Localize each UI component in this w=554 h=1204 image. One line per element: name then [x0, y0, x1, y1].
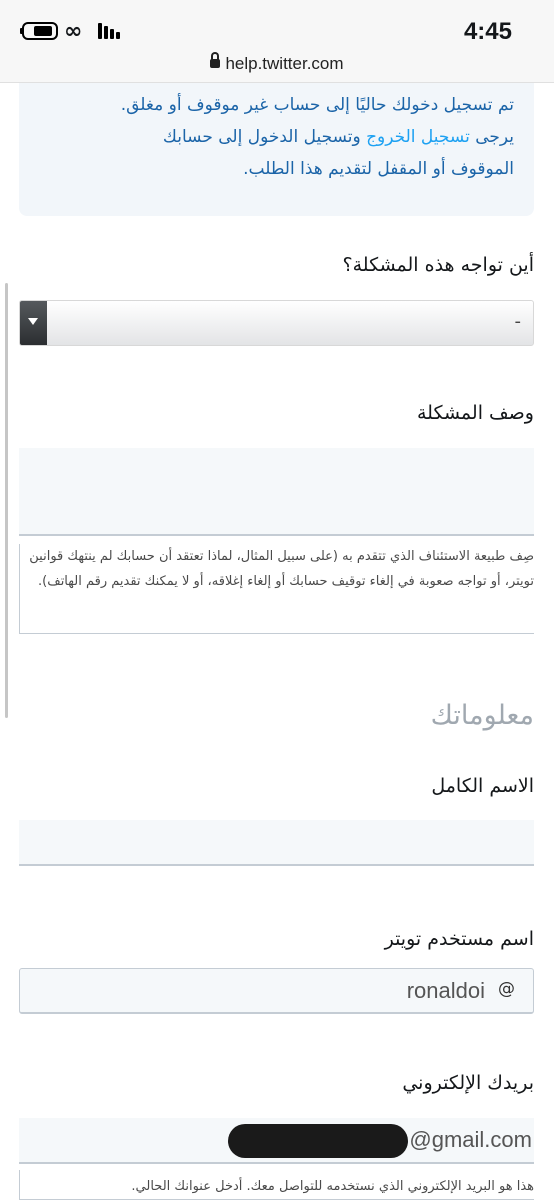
notice-text: يرجى: [469, 127, 514, 147]
full-name-label: الاسم الكامل: [431, 775, 534, 797]
select-toggle[interactable]: [20, 301, 47, 345]
signal-icon: [98, 23, 120, 39]
select-value: -: [514, 311, 521, 332]
username-input[interactable]: [19, 968, 534, 1014]
chevron-down-icon: [28, 318, 38, 325]
redaction-mark: [228, 1124, 408, 1158]
scroll-indicator: [5, 283, 8, 718]
email-hint: هذا هو البريد الإلكتروني الذي نستخدمه للتواصل معك. أدخل عنوانك الحالي.: [19, 1170, 534, 1200]
notice-text: وتسجيل الدخول إلى حسابك: [162, 127, 367, 147]
logged-in-notice: [19, 83, 534, 216]
email-value: @gmail.com: [409, 1127, 532, 1152]
clock: 4:45: [463, 18, 512, 45]
logout-link[interactable]: تسجيل الخروج: [366, 127, 470, 147]
address-bar[interactable]: [0, 50, 554, 83]
section-title: معلوماتك: [430, 700, 534, 731]
description-hint: صِف طبيعة الاستئناف الذي تتقدم به (على سبيل المثال، لماذا تعتقد أن حسابك لم ينتهك قوانين تويتر، أو تواجه صعوبة في إلغاء توقيف حسابك أو إلغاء إغلاقه، أو لا يمكنك تقديم رقم الهاتف).: [19, 544, 534, 634]
url-text[interactable]: help.twitter.com: [225, 54, 344, 73]
notice-line-2: [33, 121, 514, 153]
link-icon: ∞: [64, 19, 83, 44]
username-value: ronaldoi: [406, 978, 485, 1003]
at-prefix: @: [498, 979, 515, 999]
description-label: وصف المشكلة: [417, 402, 534, 424]
full-name-input[interactable]: [19, 820, 534, 866]
problem-select[interactable]: [19, 300, 534, 346]
problem-label: أين تواجه هذه المشكلة؟: [342, 254, 534, 276]
battery-icon: [22, 22, 58, 40]
email-label: بريدك الإلكتروني: [402, 1072, 534, 1094]
notice-line-3: الموقوف أو المقفل لتقديم هذا الطلب.: [243, 159, 514, 179]
battery-tip: [20, 28, 23, 34]
description-textarea[interactable]: [19, 448, 534, 536]
email-input[interactable]: [19, 1118, 534, 1164]
username-label: اسم مستخدم تويتر: [384, 928, 534, 950]
lock-icon: [210, 59, 220, 68]
notice-line-1: تم تسجيل دخولك حاليًا إلى حساب غير موقوف أو مغلق.: [120, 95, 514, 115]
status-bar: [0, 0, 554, 50]
